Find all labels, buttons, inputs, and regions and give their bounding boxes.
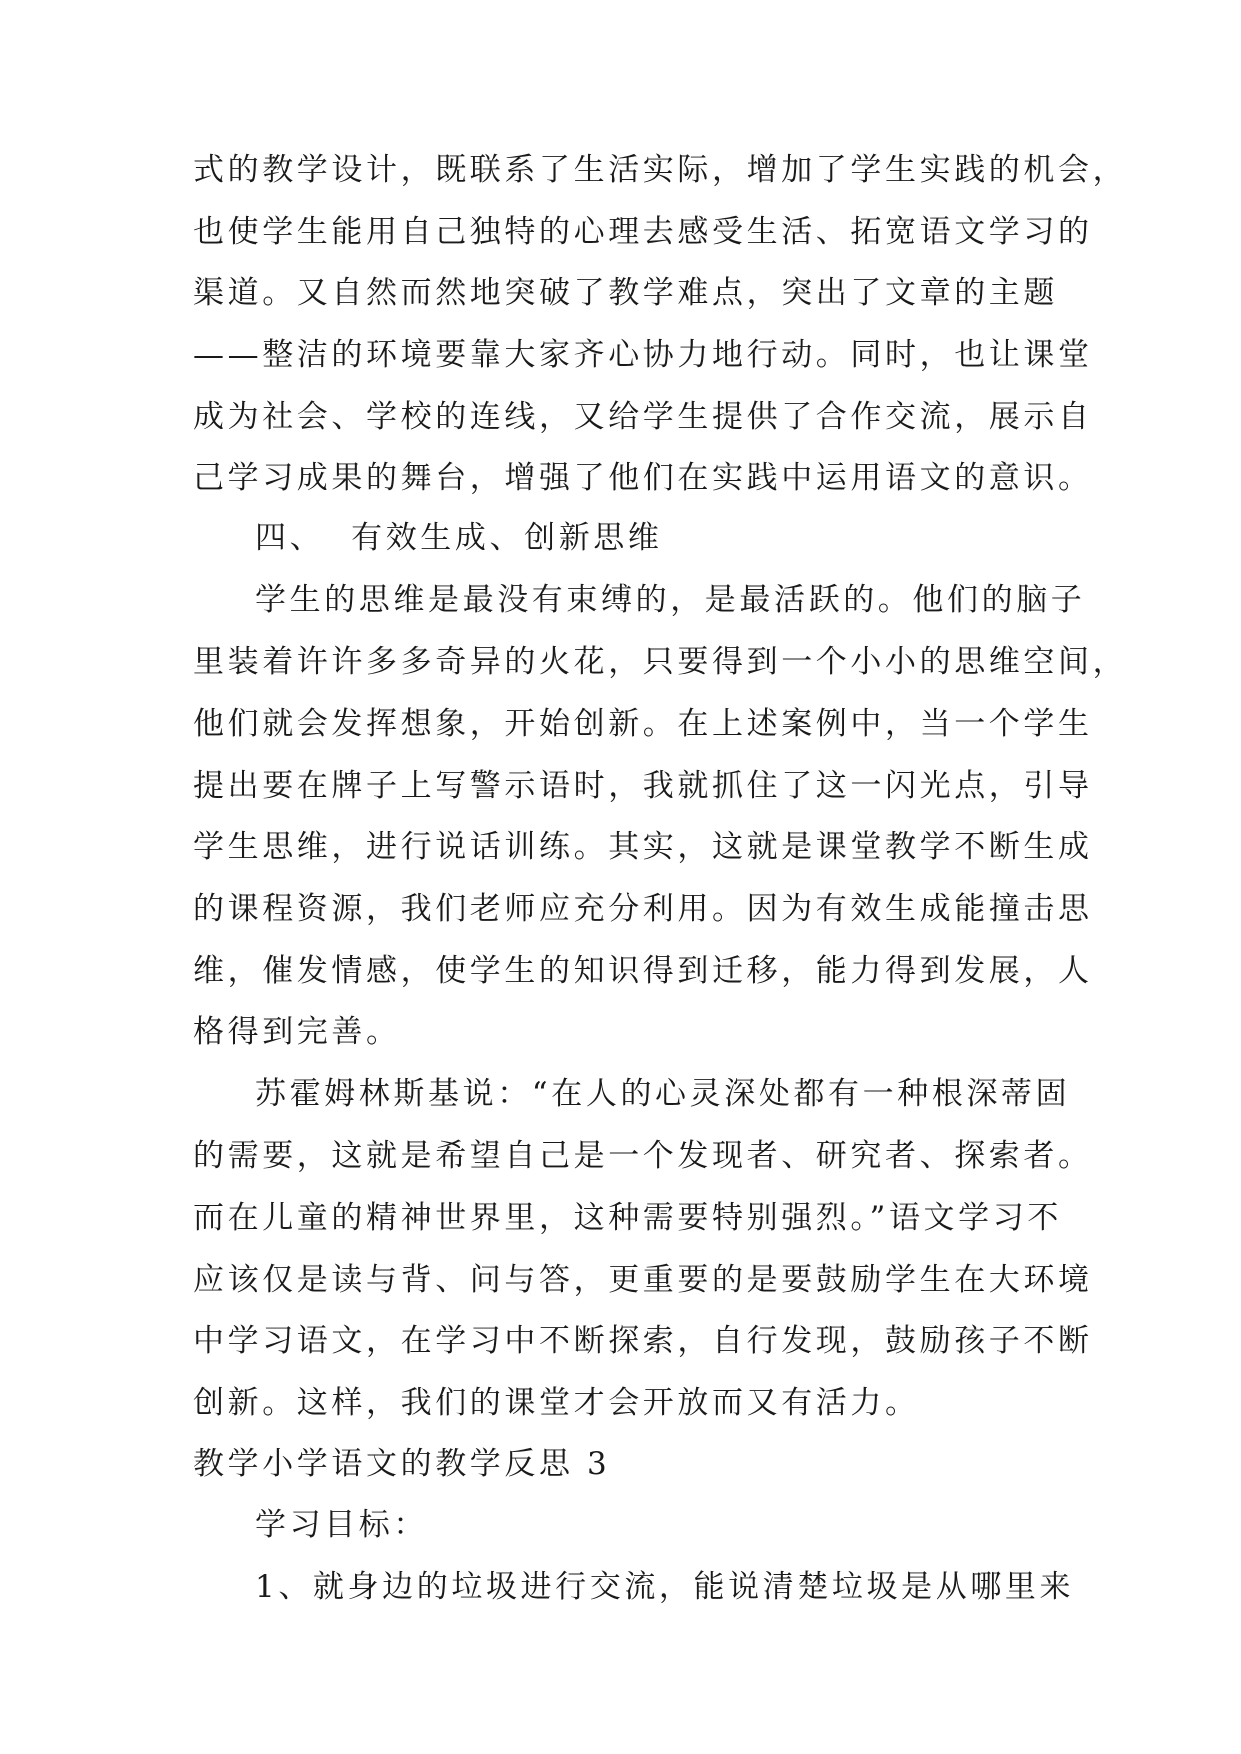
- text-line: 的课程资源，我们老师应充分利用。因为有效生成能撞击思: [193, 891, 1093, 927]
- text-line: 渠道。又自然而然地突破了教学难点，突出了文章的主题: [193, 275, 1058, 311]
- text-line: 创新。这样，我们的课堂才会开放而又有活力。: [193, 1385, 920, 1421]
- text-line: 格得到完善。: [193, 1014, 401, 1050]
- text-line: 应该仅是读与背、问与答，更重要的是要鼓励学生在大环境: [193, 1262, 1093, 1298]
- text-line: 己学习成果的舞台，增强了他们在实践中运用语文的意识。: [193, 460, 1093, 496]
- text-line: 学生的思维是最没有束缚的，是最活跃的。他们的脑子: [255, 582, 1086, 618]
- text-line: 也使学生能用自己独特的心理去感受生活、拓宽语文学习的: [193, 214, 1093, 250]
- text-line: 苏霍姆林斯基说：“在人的心灵深处都有一种根深蒂固: [255, 1076, 1071, 1112]
- text-line: 式的教学设计，既联系了生活实际，增加了学生实践的机会，: [193, 152, 1128, 188]
- text-line: 里装着许许多多奇异的火花，只要得到一个小小的思维空间，: [193, 644, 1128, 680]
- text-line: 1、就身边的垃圾进行交流，能说清楚垃圾是从哪里来: [255, 1569, 1075, 1605]
- text-line: 维，催发情感，使学生的知识得到迁移，能力得到发展，人: [193, 953, 1093, 989]
- text-line: 中学习语文，在学习中不断探索，自行发现，鼓励孩子不断: [193, 1323, 1093, 1359]
- section-heading: 四、 有效生成、创新思维: [255, 520, 663, 556]
- text-line: 而在儿童的精神世界里，这种需要特别强烈。”语文学习不: [193, 1200, 1062, 1236]
- text-line: 他们就会发挥想象，开始创新。在上述案例中，当一个学生: [193, 706, 1093, 742]
- text-line: 学生思维，进行说话训练。其实，这就是课堂教学不断生成: [193, 829, 1093, 865]
- text-line: 成为社会、学校的连线，又给学生提供了合作交流，展示自: [193, 399, 1093, 435]
- text-line: 提出要在牌子上写警示语时，我就抓住了这一闪光点，引导: [193, 768, 1093, 804]
- document-title: 教学小学语文的教学反思 3: [193, 1446, 611, 1482]
- text-line: 的需要，这就是希望自己是一个发现者、研究者、探索者。: [193, 1138, 1093, 1174]
- text-line: ——整洁的环境要靠大家齐心协力地行动。同时，也让课堂: [193, 337, 1093, 373]
- section-heading: 学习目标：: [255, 1507, 428, 1543]
